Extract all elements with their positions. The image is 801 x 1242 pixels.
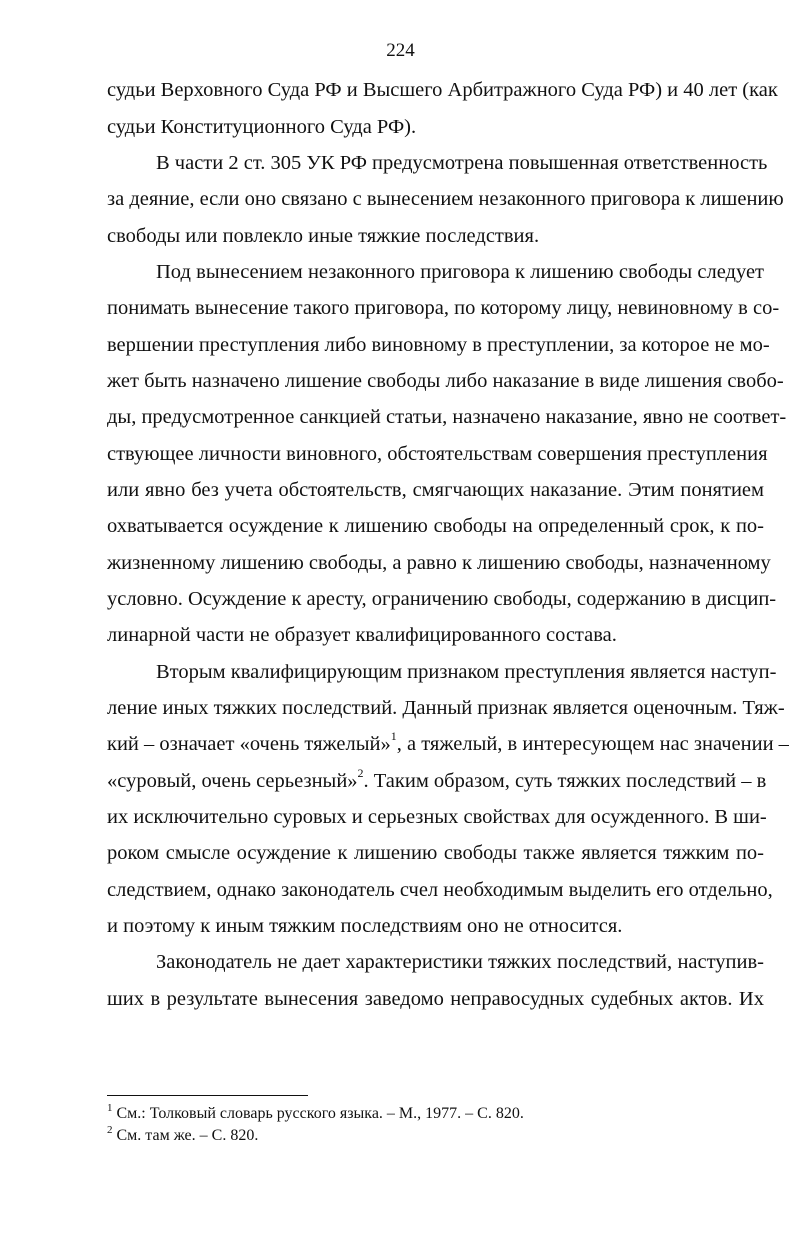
text-segment: , а тяжелый, в интересующем нас значении – bbox=[396, 733, 789, 755]
text-segment: . Таким образом, суть тяжких последствий – в bbox=[363, 770, 767, 792]
text-line: ды, предусмотренное санкцией статьи, назначено наказание, явно не соответ- bbox=[107, 406, 787, 428]
footnote-mark: 1 bbox=[107, 1101, 113, 1114]
page-number: 224 bbox=[386, 40, 415, 61]
text-line: ление иных тяжких последствий. Данный признак является оценочным. Тяж- bbox=[107, 697, 785, 719]
text-line: их исключительно суровых и серьезных свойствах для осужденного. В ши- bbox=[107, 806, 767, 828]
text-line: или явно без учета обстоятельств, смягчающих наказание. Этим понятием bbox=[107, 479, 764, 501]
footnote-ref: 2 bbox=[357, 766, 364, 781]
text-line: понимать вынесение такого приговора, по которому лицу, невиновному в со- bbox=[107, 297, 780, 319]
footnote bbox=[107, 1123, 259, 1146]
text-line: за деяние, если оно связано с вынесением незаконного приговора к лишению bbox=[107, 188, 784, 210]
text-line: условно. Осуждение к аресту, ограничению свободы, содержанию в дисцип- bbox=[107, 588, 777, 610]
text-line bbox=[107, 729, 789, 756]
text-line: свободы или повлекло иные тяжкие последствия. bbox=[107, 225, 540, 247]
text-line: ших в результате вынесения заведомо неправосудных судебных актов. Их bbox=[107, 988, 764, 1010]
footnote-divider bbox=[107, 1095, 308, 1096]
text-line: судьи Верховного Суда РФ и Высшего Арбитражного Суда РФ) и 40 лет (как bbox=[107, 79, 778, 101]
text-line: ствующее личности виновного, обстоятельствам совершения преступления bbox=[107, 443, 768, 465]
text-line: жизненному лишению свободы, а равно к лишению свободы, назначенному bbox=[107, 552, 771, 574]
text-segment: «суровый, очень серьезный» bbox=[107, 770, 358, 792]
text-line: охватывается осуждение к лишению свободы на определенный срок, к по- bbox=[107, 515, 764, 537]
text-line: линарной части не образует квалифицированного состава. bbox=[107, 624, 617, 646]
text-line: и поэтому к иным тяжким последствиям оно не относится. bbox=[107, 915, 623, 937]
text-line: В части 2 ст. 305 УК РФ предусмотрена повышенная ответственность bbox=[156, 152, 768, 174]
text-line: Под вынесением незаконного приговора к лишению свободы следует bbox=[156, 261, 764, 283]
footnote bbox=[107, 1101, 524, 1124]
text-line: следствием, однако законодатель счел необходимым выделить его отдельно, bbox=[107, 879, 773, 901]
text-line: вершении преступления либо виновному в преступлении, за которое не мо- bbox=[107, 334, 770, 356]
text-line: Законодатель не дает характеристики тяжких последствий, наступив- bbox=[156, 951, 764, 973]
text-line: жет быть назначено лишение свободы либо наказание в виде лишения свобо- bbox=[107, 370, 784, 392]
text-line: роком смысле осуждение к лишению свободы также является тяжким по- bbox=[107, 842, 764, 864]
footnote-ref: 1 bbox=[390, 729, 397, 744]
text-line: Вторым квалифицирующим признаком преступления является наступ- bbox=[156, 661, 777, 683]
footnote-text: См. там же. – С. 820. bbox=[112, 1127, 259, 1144]
text-line: судьи Конституционного Суда РФ). bbox=[107, 116, 417, 138]
footnote-mark: 2 bbox=[107, 1123, 113, 1136]
text-line bbox=[107, 766, 767, 793]
footnote-text: См.: Толковый словарь русского языка. – М., 1977. – С. 820. bbox=[112, 1105, 524, 1122]
text-segment: кий – означает «очень тяжелый» bbox=[107, 733, 391, 755]
